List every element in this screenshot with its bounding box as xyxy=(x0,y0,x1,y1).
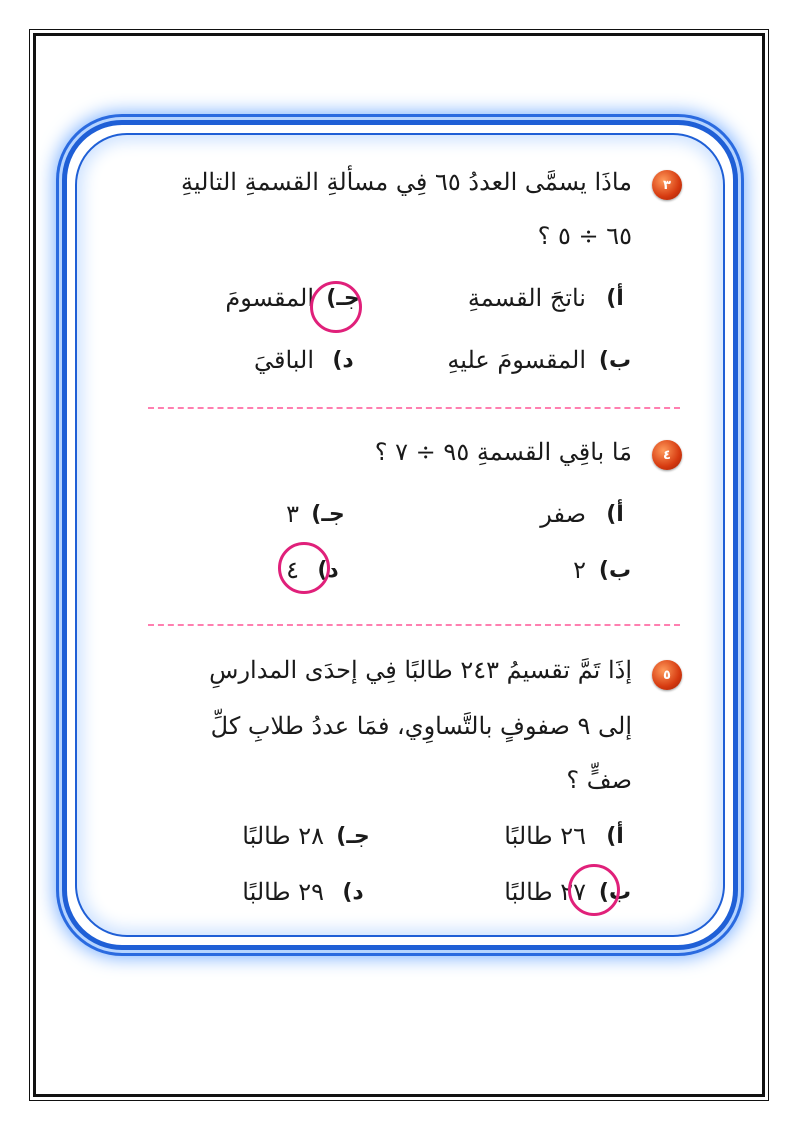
option-letter: ب) xyxy=(598,557,632,583)
option-text: ٢٨ طالبًا xyxy=(242,822,324,850)
option-text: المقسومَ xyxy=(225,284,314,312)
option-letter: جـ) xyxy=(311,501,345,527)
q5-option-d[interactable] xyxy=(242,878,370,906)
option-text: ٢٦ طالبًا xyxy=(504,822,586,850)
option-letter: أ) xyxy=(606,285,624,311)
selected-answer-circle xyxy=(278,542,330,594)
question-card-inner xyxy=(75,133,725,937)
q5-line-3: صفٍّ ؟ xyxy=(566,766,632,794)
question-card xyxy=(62,120,738,950)
option-letter: أ) xyxy=(606,501,624,527)
option-letter: ب) xyxy=(598,879,632,905)
option-text: المقسومَ عليهِ xyxy=(447,346,586,374)
q3-option-d[interactable] xyxy=(254,346,360,374)
option-letter: جـ) xyxy=(336,823,370,849)
q3-option-a[interactable] xyxy=(468,284,632,312)
q4-option-a[interactable] xyxy=(540,500,632,528)
q3-line-2: ٦٥ ÷ ٥ ؟ xyxy=(537,222,632,250)
q5-line-2: إلى ٩ صفوفٍ بالتَّساوِي، فمَا عددُ طلابِ كلِّ xyxy=(210,712,632,740)
question-number-badge-5 xyxy=(652,660,682,690)
question-number-badge-3 xyxy=(652,170,682,200)
option-letter: ب) xyxy=(598,347,632,373)
q3-line-1: ماذَا يسمَّى العددُ ٦٥ فِي مسألةِ القسمةِ التاليةِ xyxy=(181,168,632,196)
option-letter: د) xyxy=(332,347,354,373)
option-letter: أ) xyxy=(606,823,624,849)
option-letter: د) xyxy=(342,879,364,905)
q4-option-c[interactable] xyxy=(286,500,345,528)
option-text: ناتجَ القسمةِ xyxy=(467,284,586,312)
q5-option-a[interactable] xyxy=(504,822,632,850)
option-text: الباقيَ xyxy=(253,346,314,374)
option-text: صفر xyxy=(540,500,586,528)
option-text: ٤ xyxy=(286,556,299,584)
option-text: ٢٧ طالبًا xyxy=(504,878,586,906)
q4-line-1: مَا باقِي القسمةِ ٩٥ ÷ ٧ ؟ xyxy=(374,438,632,466)
q5-line-1: إذَا تَمَّ تقسيمُ ٢٤٣ طالبًا فِي إحدَى المدارسِ xyxy=(209,656,632,684)
q5-option-c[interactable] xyxy=(242,822,370,850)
option-text: ٣ xyxy=(286,500,299,528)
option-text: ٢٩ طالبًا xyxy=(242,878,324,906)
q3-option-b[interactable] xyxy=(447,346,632,374)
question-number: ٥ xyxy=(663,667,671,683)
section-divider xyxy=(148,407,680,409)
question-number-badge-4 xyxy=(652,440,682,470)
option-letter: جـ) xyxy=(326,285,360,311)
selected-answer-circle xyxy=(568,864,620,916)
question-number: ٣ xyxy=(663,177,671,193)
option-text: ٢ xyxy=(573,556,586,584)
selected-answer-circle xyxy=(310,281,362,333)
question-number: ٤ xyxy=(663,447,671,463)
section-divider xyxy=(148,624,680,626)
q4-option-b[interactable] xyxy=(573,556,632,584)
option-letter: د) xyxy=(317,557,339,583)
